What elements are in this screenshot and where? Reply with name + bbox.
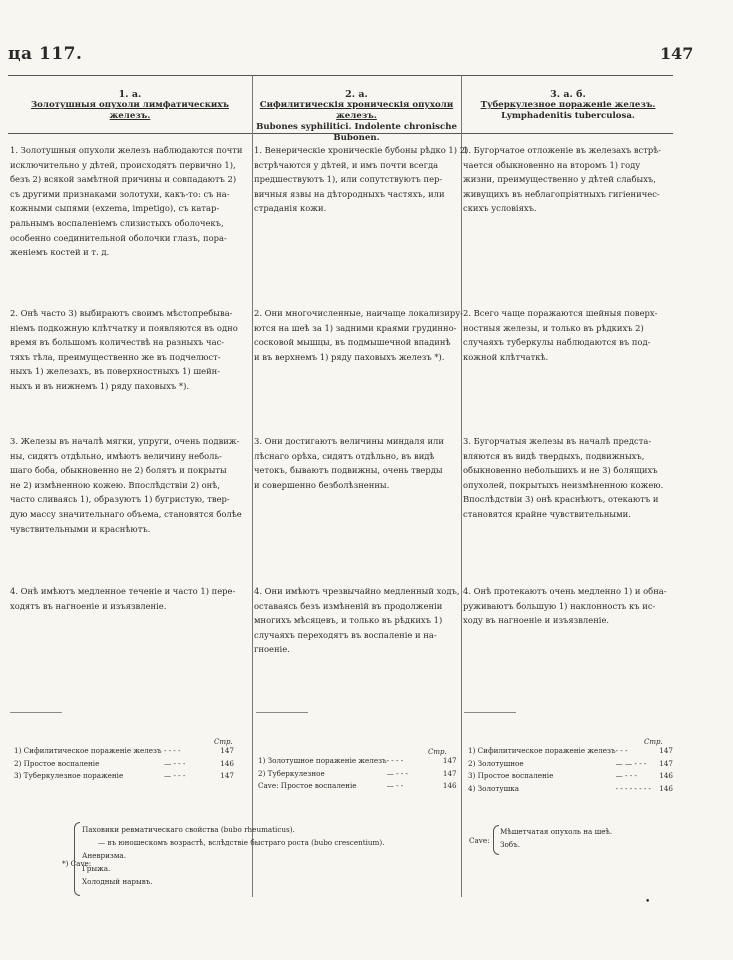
paragraph-3-col-1 bbox=[10, 434, 246, 536]
paragraph-1-col-2 bbox=[254, 143, 469, 216]
footnote-ref: 1) Сифилитическое пораженіе железъ bbox=[468, 746, 616, 755]
str-label: Стр. bbox=[214, 738, 233, 746]
text-line: Впослѣдствіи 3) онѣ краснѣютъ, отекаютъ и bbox=[463, 494, 659, 505]
text-line: время въ большомъ количествѣ на разныхъ час- bbox=[10, 337, 225, 348]
text-line: ныхъ 1) железахъ, въ поверхностныхъ 1) шейн- bbox=[10, 366, 221, 377]
column-title: Золотушныя опухоли лимфатическихъ железъ. bbox=[30, 100, 230, 121]
text-line: дую массу значительнаго объема, становятся болѣе bbox=[10, 508, 242, 519]
footnote-leader: — - - - bbox=[386, 768, 408, 778]
text-line: 4. Онѣ имѣютъ медленное теченіе и часто 1) пере- bbox=[10, 586, 236, 596]
text-line: женіемъ костей и т. д. bbox=[10, 247, 110, 258]
column-divider-1 bbox=[252, 75, 253, 897]
footnote-page: 147 bbox=[659, 758, 673, 768]
cave-item: Мѣшетчатая опухоль на шеѣ. bbox=[500, 827, 613, 836]
text-line: особенно соединительной оболочки глазъ, пора- bbox=[10, 232, 227, 243]
footnote-entry bbox=[258, 755, 457, 768]
page-reference: ца 117. bbox=[8, 44, 83, 64]
cave-item: Холодный нарывъ. bbox=[82, 877, 153, 886]
text-line: 2. Всего чаще поражаются шейныя поверх- bbox=[463, 308, 658, 318]
text-line: чувствительными и краснѣютъ. bbox=[10, 523, 151, 534]
cave-left-label: *) Cave: bbox=[62, 859, 92, 868]
text-line: ніемъ подкожную клѣтчатку и появляются въ одно bbox=[10, 322, 238, 333]
str-label: Стр. bbox=[644, 738, 663, 746]
footnote-leader: - - - - bbox=[386, 756, 404, 765]
column-heading-3 bbox=[463, 89, 673, 122]
text-line: руживаютъ большую 1) наклонность къ ис- bbox=[463, 600, 656, 611]
paragraph-1-col-3 bbox=[463, 143, 671, 216]
text-line: четокъ, бываютъ подвижны, очень тверды bbox=[254, 465, 443, 476]
page-number: 147 bbox=[660, 44, 694, 63]
text-line: ностныя железы, и только въ рѣдкихъ 2) bbox=[463, 322, 644, 333]
column-heading-2 bbox=[254, 89, 459, 144]
footnote-entry bbox=[258, 768, 457, 781]
text-line: кожными сыпями (exzema, impetigo), съ катар- bbox=[10, 203, 220, 214]
text-line: жизни, преимущественно у дѣтей слабыхъ, bbox=[463, 174, 656, 185]
footnote-ref: 2) Туберкулезное bbox=[258, 768, 325, 778]
text-line: 3. Бугорчатыя железы въ началѣ предста- bbox=[463, 436, 652, 446]
footnote-leader: - - - - - - - - bbox=[615, 783, 651, 793]
text-line: и совершенно безболѣзненны. bbox=[254, 479, 390, 490]
column-latin-title: Bubones syphilitici. Indolente chronische Bubonen. bbox=[256, 122, 457, 143]
paragraph-2-col-1 bbox=[10, 306, 246, 394]
paragraph-4-col-2 bbox=[254, 584, 458, 657]
footnote-page: 146 bbox=[442, 781, 457, 790]
cave-right-label: Cave: bbox=[469, 836, 490, 845]
footnote-entry bbox=[468, 770, 673, 783]
footnotes-col-2 bbox=[258, 748, 458, 793]
paragraph-2-col-3 bbox=[463, 306, 671, 364]
text-line: живущихъ въ неблагопріятныхъ гигіеничес- bbox=[463, 188, 660, 199]
text-line: страданія кожи. bbox=[254, 203, 327, 214]
text-line: не 2) измѣненною кожею. Впослѣдствіи 2) онѣ, bbox=[10, 479, 220, 490]
column-number: 1. а. bbox=[118, 89, 142, 100]
text-line: ныхъ и въ нижнемъ 1) ряду паховыхъ *). bbox=[10, 380, 190, 391]
footnote-leader: — — - - - bbox=[615, 758, 647, 768]
text-line: 1. Венерическіе хроническіе бубоны рѣдко 1) 2) bbox=[254, 145, 469, 155]
column-title: Туберкулезное пораженіе железъ. bbox=[480, 100, 656, 110]
cave-right-list bbox=[500, 825, 660, 851]
text-line: опухолей, покрытыхъ неизмѣненною кожею. bbox=[463, 479, 664, 490]
text-line: кожной клѣтчаткѣ. bbox=[463, 351, 549, 362]
footnote-ref: 1) Сифилитическое пораженіе железъ bbox=[14, 746, 162, 755]
footnotes-col-1 bbox=[14, 738, 246, 783]
text-line: многихъ мѣсяцевъ, и только въ рѣдкихъ 1) bbox=[254, 615, 443, 626]
cave-left-list bbox=[82, 823, 385, 888]
cave-item: Паховики ревматическаго свойства (bubo rheumaticus). bbox=[82, 825, 295, 834]
cave-item: Аневризма. bbox=[82, 851, 127, 860]
footnote-page: 146 bbox=[220, 758, 234, 768]
paragraph-4-col-3 bbox=[463, 584, 671, 628]
text-line: шаго боба, обыкновенно не 2) болятъ и покрыты bbox=[10, 465, 227, 476]
text-line: ходу въ нагноеніе и изъязвленіе. bbox=[463, 615, 610, 626]
text-line: съ другими признаками золотухи, какъ-то: съ на- bbox=[10, 188, 230, 199]
text-line: встрѣчаются у дѣтей, и имъ почти всегда bbox=[254, 159, 439, 170]
footnote-leader: — - - - bbox=[164, 758, 186, 768]
text-line: часто сливаясь 1), образуютъ 1) бугристую, твер- bbox=[10, 494, 230, 505]
text-line: скихъ условіяхъ. bbox=[463, 203, 537, 214]
cave-right-brace bbox=[493, 825, 499, 855]
str-label: Стр. bbox=[428, 748, 447, 756]
text-line: лѣснаго орѣха, сидятъ отдѣльно, въ видѣ bbox=[254, 450, 435, 461]
paragraph-3-col-2 bbox=[254, 434, 458, 492]
table-top-rule bbox=[8, 75, 673, 76]
footnote-page: 147 bbox=[220, 771, 234, 780]
text-line: и въ верхнемъ 1) ряду паховыхъ железъ *). bbox=[254, 351, 445, 362]
text-line: ходятъ въ нагноеніе и изъязвленіе. bbox=[10, 600, 167, 611]
footnote-rule-3 bbox=[464, 712, 516, 713]
footnote-entry bbox=[14, 770, 234, 783]
column-heading-1 bbox=[10, 89, 250, 122]
paragraph-1-col-1 bbox=[10, 143, 246, 260]
text-line: 3. Они достигаютъ величины миндаля или bbox=[254, 436, 444, 446]
footnote-leader: — - - bbox=[386, 781, 404, 790]
cave-item: Зобъ. bbox=[500, 840, 520, 849]
text-line: случаяхъ переходятъ въ воспаленіе и на- bbox=[254, 629, 437, 640]
footnote-page: 147 bbox=[659, 746, 673, 755]
footnote-page: 147 bbox=[442, 756, 457, 765]
text-line: сосковой мышцы, въ подмышечной впадинѣ bbox=[254, 337, 451, 348]
footnote-entry bbox=[468, 758, 673, 771]
footnotes-col-3 bbox=[468, 738, 673, 795]
column-title: Сифилитическія хроническія опухоли железъ. bbox=[259, 100, 454, 121]
text-line: ются на шеѣ за 1) задними краями грудинно- bbox=[254, 322, 457, 333]
footnote-ref: 3) Туберкулезное пораженіе bbox=[14, 771, 124, 780]
print-mark: • bbox=[645, 897, 651, 907]
footnote-leader: — - - - bbox=[615, 771, 637, 780]
text-line: 1. Золотушныя опухоли железъ наблюдаются почти bbox=[10, 145, 243, 155]
text-line: ны, сидятъ отдѣльно, имѣютъ величину неболь- bbox=[10, 450, 222, 461]
text-line: обыкновенно небольшихъ и не 3) болящихъ bbox=[463, 465, 658, 476]
cave-item: — въ юношескомъ возрастѣ, вслѣдствіе быстраго роста (bubo crescentium). bbox=[98, 838, 385, 847]
paragraph-2-col-2 bbox=[254, 306, 463, 364]
footnote-page: 147 bbox=[220, 746, 234, 755]
column-divider-2 bbox=[461, 75, 462, 897]
text-line: вичныя язвы на дѣтородныхъ частяхъ, или bbox=[254, 188, 445, 199]
paragraph-4-col-1 bbox=[10, 584, 246, 613]
footnote-rule-2 bbox=[256, 712, 308, 713]
text-line: случаяхъ туберкулы наблюдаются въ под- bbox=[463, 337, 651, 348]
footnote-leader: - - - bbox=[615, 746, 628, 755]
footnote-page: 147 bbox=[442, 768, 457, 778]
footnote-page: 146 bbox=[659, 783, 673, 793]
text-line: 4. Они имѣютъ чрезвычайно медленный ходъ, bbox=[254, 586, 460, 596]
text-line: исключительно у дѣтей, происходятъ первично 1), bbox=[10, 159, 236, 170]
column-number: 3. а. б. bbox=[550, 89, 586, 100]
footnote-leader: — - - - bbox=[164, 771, 186, 780]
footnote-leader: - - - - bbox=[164, 746, 181, 755]
footnote-ref: 2) Золотушное bbox=[468, 758, 524, 768]
paragraph-3-col-3 bbox=[463, 434, 671, 522]
footnote-entry bbox=[258, 780, 457, 793]
footnote-ref: 4) Золотушка bbox=[468, 783, 520, 793]
footnote-entry bbox=[14, 745, 234, 758]
text-line: 2. Они многочисленные, наичаще локализиру- bbox=[254, 308, 463, 318]
text-line: ральнымъ воспаленіемъ слизистыхъ оболочекъ, bbox=[10, 217, 224, 228]
footnote-ref: 1) Золотушное пораженіе железъ bbox=[258, 756, 387, 765]
footnote-ref: 3) Простое воспаленіе bbox=[468, 771, 554, 780]
footnote-page: 146 bbox=[659, 771, 673, 780]
footnote-entry bbox=[468, 745, 673, 758]
footnote-entry bbox=[14, 758, 234, 771]
text-line: 3. Железы въ началѣ мягки, упруги, очень подвиж- bbox=[10, 436, 240, 446]
footnote-rule-1 bbox=[10, 712, 62, 713]
text-line: 4. Онѣ протекаютъ очень медленно 1) и обна- bbox=[463, 586, 667, 596]
text-line: гноеніе. bbox=[254, 644, 290, 655]
text-line: оставаясь безъ измѣненій въ продолженіи bbox=[254, 600, 443, 611]
cave-left-brace bbox=[74, 822, 80, 896]
text-line: 1. Бугорчатое отложеніе въ железахъ встрѣ- bbox=[463, 145, 662, 155]
text-line: становятся крайне чувствительными. bbox=[463, 508, 631, 519]
column-number: 2. а. bbox=[345, 89, 368, 100]
footnote-entry bbox=[468, 783, 673, 796]
cave-item: Грыжа. bbox=[82, 864, 111, 873]
footnote-ref: Cave: Простое воспаленіе bbox=[258, 781, 357, 790]
text-line: 2. Онѣ часто 3) выбираютъ своимъ мѣстопребыва- bbox=[10, 308, 233, 318]
column-latin-title: Lymphadenitis tuberculosa. bbox=[501, 111, 635, 121]
text-line: вляются въ видѣ твердыхъ, подвижныхъ, bbox=[463, 450, 645, 461]
footnote-ref: 2) Простое воспаленіе bbox=[14, 758, 100, 768]
text-line: предшествуютъ 1), или сопутствуютъ пер- bbox=[254, 174, 443, 185]
text-line: тяхъ тѣла, преимущественно же въ подчелюст- bbox=[10, 351, 221, 362]
text-line: чается обыкновенно на второмъ 1) году bbox=[463, 159, 641, 170]
text-line: безъ 2) всякой замѣтной причины и совпадаютъ 2) bbox=[10, 174, 237, 185]
